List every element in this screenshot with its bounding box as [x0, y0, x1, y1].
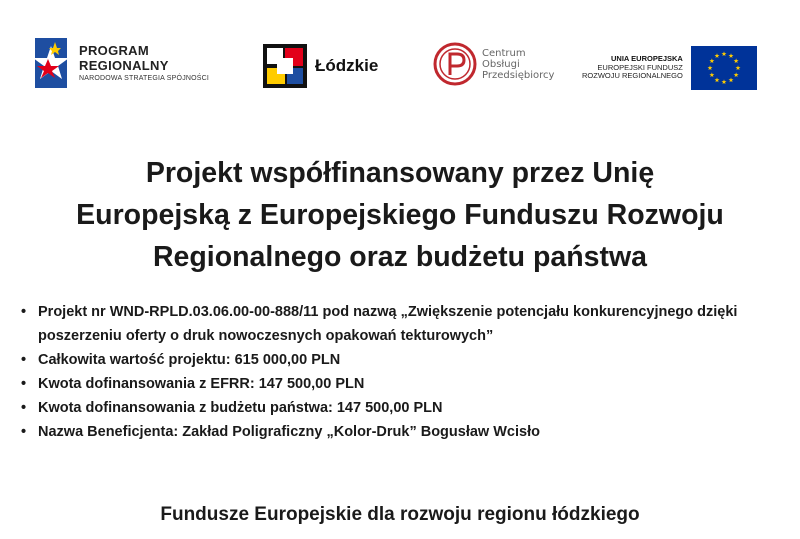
program-line1: PROGRAM	[79, 43, 149, 58]
list-item	[18, 348, 778, 372]
lodzkie-logo	[263, 44, 378, 88]
eu-logo	[582, 46, 757, 90]
info-text: Kwota dofinansowania z budżetu państwa: 147 500,00 PLN	[38, 400, 443, 416]
list-item	[18, 372, 778, 396]
info-text: Nazwa Beneficjenta: Zakład Poligraficzny „Kolor-Druk” Bogusław Wcisło	[38, 424, 540, 440]
bullet: •	[21, 352, 27, 368]
bullet: •	[21, 400, 27, 416]
footer-slogan: Fundusze Europejskie dla rozwoju regionu łódzkiego	[160, 504, 640, 525]
title-line1: Projekt współfinansowany przez Unię	[145, 157, 655, 189]
list-item	[18, 420, 778, 444]
program-line3: NARODOWA STRATEGIA SPÓJNOŚCI	[79, 75, 210, 82]
cop-line3: Przedsiębiorcy	[482, 69, 555, 81]
lodzkie-name: Łódzkie	[315, 56, 379, 75]
list-item	[18, 396, 778, 420]
eu-line1: UNIA EUROPEJSKA	[611, 54, 683, 64]
info-text: Kwota dofinansowania z EFRR: 147 500,00 PLN	[38, 376, 365, 392]
lodzkie-emblem-icon	[263, 44, 307, 88]
eu-line2: EUROPEJSKI FUNDUSZ	[597, 62, 683, 72]
program-line2: REGIONALNY	[79, 58, 169, 73]
title-line2: Europejską z Europejskiego Funduszu Rozwoju	[76, 199, 724, 231]
bullet: •	[21, 376, 27, 392]
eu-line3: ROZWOJU REGIONALNEGO	[582, 71, 683, 81]
program-regionalny-emblem-icon	[33, 38, 69, 88]
program-regionalny-logo	[33, 38, 209, 88]
list-item	[18, 300, 778, 348]
cop-line2: Obsługi	[482, 58, 520, 70]
bullet: •	[21, 304, 27, 320]
project-info-list	[18, 300, 778, 444]
info-text: Całkowita wartość projektu: 615 000,00 PLN	[38, 352, 341, 368]
title-line3: Regionalnego oraz budżetu państwa	[152, 241, 648, 273]
eu-flag-icon	[691, 46, 757, 90]
cop-logo	[433, 42, 554, 86]
page-title	[0, 152, 800, 278]
info-text: Projekt nr WND-RPLD.03.06.00-00-888/11 pod nazwą „Zwiększenie potencjału konkurencyjnego dzięki poszerzeniu oferty o druk nowoczesnych opakowań tekturowych”	[38, 304, 738, 344]
cop-emblem-icon	[433, 42, 477, 86]
cop-line1: Centrum	[482, 47, 526, 59]
bullet: •	[21, 424, 27, 440]
logo-bar	[0, 34, 800, 100]
